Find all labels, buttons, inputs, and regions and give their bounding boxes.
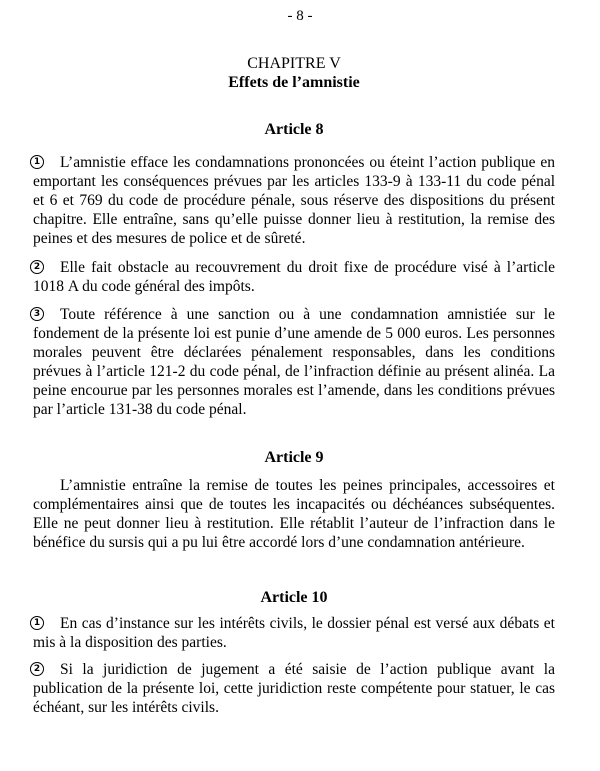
article-8-heading: Article 8	[264, 121, 324, 138]
paragraph	[33, 153, 555, 248]
article-9	[33, 448, 555, 552]
paragraph-number: 1	[33, 618, 41, 628]
paragraph	[33, 305, 555, 419]
page-number: - 8 -	[287, 8, 313, 24]
paragraph-number: 3	[33, 309, 41, 319]
paragraph-text: Si la juridiction de jugement a été saisie de l’action publique avant la publication de la présente loi, cette juridiction reste compétente pour statuer, le cas échéant, sur les intérêts civils.	[33, 661, 555, 716]
paragraph	[33, 476, 555, 552]
paragraph-number-badge	[30, 260, 44, 274]
paragraph-number-badge	[30, 155, 44, 169]
chapter-heading	[33, 54, 555, 92]
page-content	[33, 54, 555, 717]
paragraph-number-badge	[30, 616, 44, 630]
paragraph-number-badge	[30, 662, 44, 676]
article-10	[33, 588, 555, 717]
paragraph-text: L’amnistie efface les condamnations prononcées ou éteint l’action publique en emportant les conséquences prévues par les articles 133-9 à 133-11 du code pénal et 6 et 769 du code de procédure pénale, sous réserve des dispositions du présent chapitre. Elle entraîne, sans qu’elle puisse donner lieu à restitution, la remise des peines et des mesures de police et de sûreté.	[33, 154, 555, 247]
paragraph-number: 2	[33, 664, 41, 674]
paragraph-number: 2	[33, 262, 41, 272]
paragraph-text: L’amnistie entraîne la remise de toutes les peines principales, accessoires et complémentaires ainsi que de toutes les incapacités ou déchéances subséquentes. Elle ne peut donner lieu à restitution. Elle rétablit l’auteur de l’infraction dans le bénéfice du sursis qui a pu lui être accordé lors d’une condamnation antérieure.	[33, 477, 555, 551]
article-10-heading: Article 10	[260, 589, 328, 606]
paragraph	[33, 660, 555, 717]
paragraph	[33, 614, 555, 652]
paragraph-text: Elle fait obstacle au recouvrement du droit fixe de procédure visé à l’article 1018 A du code général des impôts.	[33, 259, 555, 295]
paragraph	[33, 258, 555, 296]
chapter-title: CHAPITRE V	[247, 55, 341, 72]
article-8	[33, 120, 555, 419]
paragraph-number-badge	[30, 307, 44, 321]
article-9-heading: Article 9	[264, 449, 324, 466]
chapter-subtitle: Effets de l’amnistie	[228, 74, 360, 91]
paragraph-text: Toute référence à une sanction ou à une condamnation amnistiée sur le fondement de la présente loi est punie d’une amende de 5 000 euros. Les personnes morales peuvent être déclarées pénalement responsables, dans les conditions prévues à l’article 121-2 du code pénal, de l’infraction définie au présent alinéa. La peine encourue par les personnes morales est l’amende, dans les conditions prévues par l’article 131-38 du code pénal.	[33, 306, 555, 418]
paragraph-text: En cas d’instance sur les intérêts civils, le dossier pénal est versé aux débats et mis à la disposition des parties.	[33, 615, 555, 651]
paragraph-number: 1	[33, 157, 41, 167]
